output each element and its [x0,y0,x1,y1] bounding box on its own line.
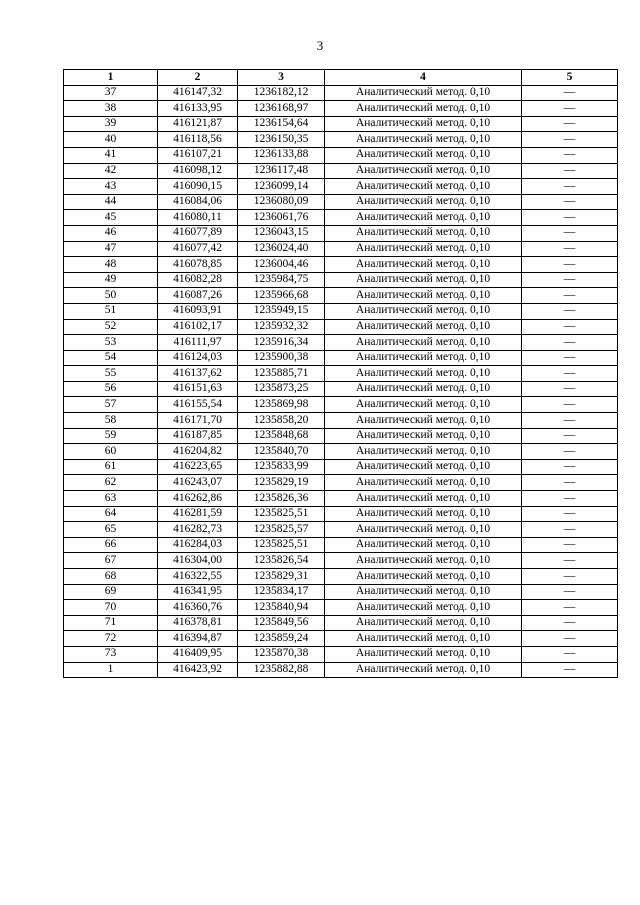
coordinates-table [63,69,618,678]
method-accuracy-cell: Аналитический метод. 0,10 [325,491,522,507]
point-number-cell: 63 [64,491,158,507]
method-accuracy-cell: Аналитический метод. 0,10 [325,335,522,351]
table-row [64,428,618,444]
table-row [64,319,618,335]
table-row [64,381,618,397]
table-row [64,303,618,319]
x-coordinate-cell: 416118,56 [158,132,238,148]
x-coordinate-cell: 416282,73 [158,522,238,538]
method-accuracy-cell: Аналитический метод. 0,10 [325,163,522,179]
note-cell: — [522,350,618,366]
point-number-cell: 50 [64,288,158,304]
point-number-cell: 40 [64,132,158,148]
point-number-cell: 45 [64,210,158,226]
x-coordinate-cell: 416281,59 [158,506,238,522]
x-coordinate-cell: 416378,81 [158,615,238,631]
table-body [64,85,618,678]
y-coordinate-cell: 1235885,71 [238,366,325,382]
note-cell: — [522,491,618,507]
x-coordinate-cell: 416077,89 [158,225,238,241]
point-number-cell: 59 [64,428,158,444]
table-row [64,553,618,569]
table-row [64,101,618,117]
method-accuracy-cell: Аналитический метод. 0,10 [325,522,522,538]
table-row [64,397,618,413]
method-accuracy-cell: Аналитический метод. 0,10 [325,428,522,444]
x-coordinate-cell: 416341,95 [158,584,238,600]
table-row [64,444,618,460]
method-accuracy-cell: Аналитический метод. 0,10 [325,381,522,397]
method-accuracy-cell: Аналитический метод. 0,10 [325,288,522,304]
y-coordinate-cell: 1236117,48 [238,163,325,179]
table-row [64,475,618,491]
y-coordinate-cell: 1235869,98 [238,397,325,413]
x-coordinate-cell: 416304,00 [158,553,238,569]
point-number-cell: 37 [64,85,158,101]
note-cell: — [522,522,618,538]
y-coordinate-cell: 1235848,68 [238,428,325,444]
column-header-2: 2 [158,70,238,86]
y-coordinate-cell: 1235829,19 [238,475,325,491]
point-number-cell: 49 [64,272,158,288]
table-row [64,85,618,101]
point-number-cell: 54 [64,350,158,366]
x-coordinate-cell: 416077,42 [158,241,238,257]
table-row [64,662,618,678]
y-coordinate-cell: 1235834,17 [238,584,325,600]
x-coordinate-cell: 416133,95 [158,101,238,117]
x-coordinate-cell: 416204,82 [158,444,238,460]
table-row [64,350,618,366]
point-number-cell: 42 [64,163,158,179]
point-number-cell: 44 [64,194,158,210]
y-coordinate-cell: 1236168,97 [238,101,325,117]
x-coordinate-cell: 416087,26 [158,288,238,304]
x-coordinate-cell: 416187,85 [158,428,238,444]
method-accuracy-cell: Аналитический метод. 0,10 [325,101,522,117]
x-coordinate-cell: 416082,28 [158,272,238,288]
x-coordinate-cell: 416243,07 [158,475,238,491]
method-accuracy-cell: Аналитический метод. 0,10 [325,241,522,257]
x-coordinate-cell: 416137,62 [158,366,238,382]
note-cell: — [522,225,618,241]
column-header-1: 1 [64,70,158,86]
table-row [64,179,618,195]
x-coordinate-cell: 416084,06 [158,194,238,210]
point-number-cell: 73 [64,646,158,662]
note-cell: — [522,147,618,163]
table-header-row [64,70,618,86]
method-accuracy-cell: Аналитический метод. 0,10 [325,646,522,662]
method-accuracy-cell: Аналитический метод. 0,10 [325,615,522,631]
x-coordinate-cell: 416111,97 [158,335,238,351]
table-row [64,615,618,631]
page-number: 3 [316,38,324,53]
point-number-cell: 70 [64,600,158,616]
x-coordinate-cell: 416098,12 [158,163,238,179]
table-row [64,631,618,647]
note-cell: — [522,428,618,444]
y-coordinate-cell: 1236004,46 [238,257,325,273]
x-coordinate-cell: 416171,70 [158,413,238,429]
y-coordinate-cell: 1235840,94 [238,600,325,616]
table-row [64,241,618,257]
column-header-3: 3 [238,70,325,86]
y-coordinate-cell: 1235825,51 [238,537,325,553]
note-cell: — [522,303,618,319]
table-row [64,116,618,132]
method-accuracy-cell: Аналитический метод. 0,10 [325,303,522,319]
x-coordinate-cell: 416360,76 [158,600,238,616]
point-number-cell: 1 [64,662,158,678]
table-row [64,366,618,382]
table-row [64,194,618,210]
note-cell: — [522,194,618,210]
note-cell: — [522,459,618,475]
point-number-cell: 47 [64,241,158,257]
note-cell: — [522,241,618,257]
point-number-cell: 66 [64,537,158,553]
method-accuracy-cell: Аналитический метод. 0,10 [325,444,522,460]
x-coordinate-cell: 416080,11 [158,210,238,226]
x-coordinate-cell: 416093,91 [158,303,238,319]
point-number-cell: 52 [64,319,158,335]
x-coordinate-cell: 416078,85 [158,257,238,273]
y-coordinate-cell: 1235882,88 [238,662,325,678]
note-cell: — [522,85,618,101]
point-number-cell: 55 [64,366,158,382]
point-number-cell: 58 [64,413,158,429]
note-cell: — [522,662,618,678]
note-cell: — [522,101,618,117]
y-coordinate-cell: 1235916,34 [238,335,325,351]
point-number-cell: 46 [64,225,158,241]
y-coordinate-cell: 1236080,09 [238,194,325,210]
table-row [64,459,618,475]
x-coordinate-cell: 416284,03 [158,537,238,553]
note-cell: — [522,179,618,195]
y-coordinate-cell: 1235829,31 [238,569,325,585]
point-number-cell: 53 [64,335,158,351]
table-row [64,522,618,538]
note-cell: — [522,569,618,585]
x-coordinate-cell: 416107,21 [158,147,238,163]
point-number-cell: 72 [64,631,158,647]
y-coordinate-cell: 1236061,76 [238,210,325,226]
note-cell: — [522,475,618,491]
table-row [64,569,618,585]
point-number-cell: 48 [64,257,158,273]
method-accuracy-cell: Аналитический метод. 0,10 [325,85,522,101]
point-number-cell: 62 [64,475,158,491]
x-coordinate-cell: 416124,03 [158,350,238,366]
point-number-cell: 38 [64,101,158,117]
table-row [64,225,618,241]
method-accuracy-cell: Аналитический метод. 0,10 [325,506,522,522]
x-coordinate-cell: 416262,86 [158,491,238,507]
note-cell: — [522,288,618,304]
table-row [64,210,618,226]
table-row [64,257,618,273]
point-number-cell: 64 [64,506,158,522]
point-number-cell: 57 [64,397,158,413]
y-coordinate-cell: 1235840,70 [238,444,325,460]
note-cell: — [522,506,618,522]
y-coordinate-cell: 1236043,15 [238,225,325,241]
x-coordinate-cell: 416423,92 [158,662,238,678]
point-number-cell: 69 [64,584,158,600]
method-accuracy-cell: Аналитический метод. 0,10 [325,179,522,195]
note-cell: — [522,319,618,335]
table-row [64,600,618,616]
note-cell: — [522,163,618,179]
y-coordinate-cell: 1236099,14 [238,179,325,195]
x-coordinate-cell: 416147,32 [158,85,238,101]
x-coordinate-cell: 416223,65 [158,459,238,475]
x-coordinate-cell: 416409,95 [158,646,238,662]
y-coordinate-cell: 1236182,12 [238,85,325,101]
table-row [64,506,618,522]
method-accuracy-cell: Аналитический метод. 0,10 [325,553,522,569]
point-number-cell: 61 [64,459,158,475]
method-accuracy-cell: Аналитический метод. 0,10 [325,147,522,163]
method-accuracy-cell: Аналитический метод. 0,10 [325,584,522,600]
point-number-cell: 71 [64,615,158,631]
y-coordinate-cell: 1235859,24 [238,631,325,647]
method-accuracy-cell: Аналитический метод. 0,10 [325,631,522,647]
method-accuracy-cell: Аналитический метод. 0,10 [325,272,522,288]
y-coordinate-cell: 1235870,38 [238,646,325,662]
y-coordinate-cell: 1235858,20 [238,413,325,429]
method-accuracy-cell: Аналитический метод. 0,10 [325,397,522,413]
note-cell: — [522,366,618,382]
method-accuracy-cell: Аналитический метод. 0,10 [325,210,522,226]
note-cell: — [522,646,618,662]
x-coordinate-cell: 416394,87 [158,631,238,647]
x-coordinate-cell: 416151,63 [158,381,238,397]
x-coordinate-cell: 416322,55 [158,569,238,585]
y-coordinate-cell: 1235966,68 [238,288,325,304]
table-row [64,413,618,429]
x-coordinate-cell: 416155,54 [158,397,238,413]
y-coordinate-cell: 1235826,36 [238,491,325,507]
note-cell: — [522,397,618,413]
y-coordinate-cell: 1235849,56 [238,615,325,631]
point-number-cell: 56 [64,381,158,397]
method-accuracy-cell: Аналитический метод. 0,10 [325,569,522,585]
table-row [64,335,618,351]
method-accuracy-cell: Аналитический метод. 0,10 [325,662,522,678]
method-accuracy-cell: Аналитический метод. 0,10 [325,475,522,491]
note-cell: — [522,553,618,569]
method-accuracy-cell: Аналитический метод. 0,10 [325,366,522,382]
point-number-cell: 39 [64,116,158,132]
method-accuracy-cell: Аналитический метод. 0,10 [325,600,522,616]
point-number-cell: 51 [64,303,158,319]
note-cell: — [522,210,618,226]
x-coordinate-cell: 416090,15 [158,179,238,195]
method-accuracy-cell: Аналитический метод. 0,10 [325,459,522,475]
y-coordinate-cell: 1235833,99 [238,459,325,475]
y-coordinate-cell: 1235900,38 [238,350,325,366]
table-row [64,491,618,507]
y-coordinate-cell: 1235825,57 [238,522,325,538]
x-coordinate-cell: 416102,17 [158,319,238,335]
table-row [64,584,618,600]
column-header-4: 4 [325,70,522,86]
table-row [64,288,618,304]
x-coordinate-cell: 416121,87 [158,116,238,132]
method-accuracy-cell: Аналитический метод. 0,10 [325,116,522,132]
note-cell: — [522,413,618,429]
note-cell: — [522,116,618,132]
column-header-5: 5 [522,70,618,86]
table-row [64,537,618,553]
y-coordinate-cell: 1235984,75 [238,272,325,288]
y-coordinate-cell: 1236154,64 [238,116,325,132]
y-coordinate-cell: 1236024,40 [238,241,325,257]
method-accuracy-cell: Аналитический метод. 0,10 [325,132,522,148]
y-coordinate-cell: 1236150,35 [238,132,325,148]
method-accuracy-cell: Аналитический метод. 0,10 [325,194,522,210]
y-coordinate-cell: 1235949,15 [238,303,325,319]
note-cell: — [522,615,618,631]
note-cell: — [522,537,618,553]
method-accuracy-cell: Аналитический метод. 0,10 [325,413,522,429]
table-row [64,132,618,148]
note-cell: — [522,132,618,148]
y-coordinate-cell: 1235873,25 [238,381,325,397]
note-cell: — [522,335,618,351]
method-accuracy-cell: Аналитический метод. 0,10 [325,350,522,366]
table-row [64,646,618,662]
table-row [64,147,618,163]
y-coordinate-cell: 1235825,51 [238,506,325,522]
note-cell: — [522,631,618,647]
note-cell: — [522,257,618,273]
method-accuracy-cell: Аналитический метод. 0,10 [325,537,522,553]
method-accuracy-cell: Аналитический метод. 0,10 [325,319,522,335]
point-number-cell: 68 [64,569,158,585]
y-coordinate-cell: 1235932,32 [238,319,325,335]
table-row [64,272,618,288]
note-cell: — [522,444,618,460]
point-number-cell: 43 [64,179,158,195]
note-cell: — [522,272,618,288]
point-number-cell: 67 [64,553,158,569]
point-number-cell: 41 [64,147,158,163]
table-row [64,163,618,179]
note-cell: — [522,381,618,397]
point-number-cell: 65 [64,522,158,538]
method-accuracy-cell: Аналитический метод. 0,10 [325,225,522,241]
point-number-cell: 60 [64,444,158,460]
note-cell: — [522,600,618,616]
y-coordinate-cell: 1236133,88 [238,147,325,163]
note-cell: — [522,584,618,600]
y-coordinate-cell: 1235826,54 [238,553,325,569]
method-accuracy-cell: Аналитический метод. 0,10 [325,257,522,273]
